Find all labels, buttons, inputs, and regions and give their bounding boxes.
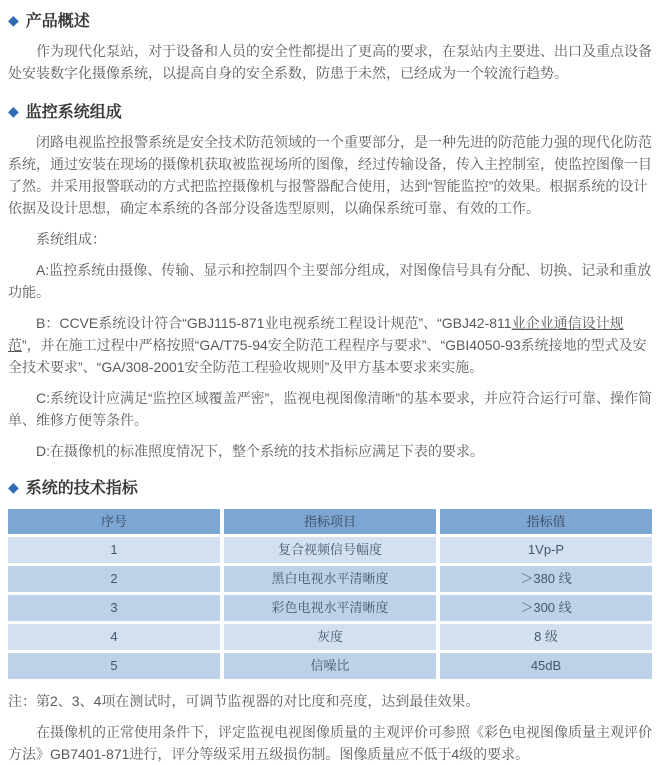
cell-item: 信噪比 <box>224 653 436 679</box>
cell-item: 黑白电视水平清晰度 <box>224 566 436 592</box>
table-row <box>8 537 652 563</box>
section-heading-composition <box>8 99 652 122</box>
overview-paragraph: 作为现代化泵站，对于设备和人员的安全性都提出了更高的要求，在泵站内主要进、出口及重点设备处安装数字化摄像系统，以提高自身的安全系数，防患于未然，已经成为一个较流行趋势。 <box>8 43 652 81</box>
diamond-icon: ◆ <box>8 11 19 28</box>
composition-paragraph: 闭路电视监控报警系统是安全技术防范领域的一个重要部分，是一种先进的防范能力强的现代化防范系统，通过安装在现场的摄像机获取被监视场所的图像，经过传输设备，传入主控制室，使监控图像一目了然。并采用报警联动的方式把监控摄像机与报警器配合使用，达到“智能监控”的效果。根据系统的设计依据及设计思想，确定本系统的各部分设备选型原则，以确保系统可靠、有效的工作。 <box>8 134 652 216</box>
diamond-icon: ◆ <box>8 478 19 495</box>
section-title-overview: 产品概述 <box>25 13 90 30</box>
cell-index: 1 <box>8 537 220 563</box>
section-heading-overview <box>8 8 652 31</box>
composition-item-a: A:监控系统由摄像、传输、显示和控制四个主要部分组成，对图像信号具有分配、切换、记录和重放功能。 <box>8 262 652 300</box>
item-b-underlined-text: 业企业通信设计规范 <box>8 315 624 353</box>
cell-index: 3 <box>8 595 220 621</box>
cell-value: 45dB <box>440 653 652 679</box>
table-row <box>8 566 652 592</box>
cell-value: 1Vp-P <box>440 537 652 563</box>
section-heading-specs <box>8 475 652 498</box>
table-row <box>8 595 652 621</box>
table-row <box>8 624 652 650</box>
cell-item: 复合视频信号幅度 <box>224 537 436 563</box>
cell-value: ＞380 线 <box>440 566 652 592</box>
cell-index: 2 <box>8 566 220 592</box>
cell-index: 5 <box>8 653 220 679</box>
footer-paragraph: 在摄像机的正常使用条件下，评定监视电视图像质量的主观评价可参照《彩色电视图像质量主观评价方法》GB7401-871进行，评分等级采用五级损伤制。图像质量应不低于4级的要求。 <box>8 724 652 762</box>
cell-item: 彩色电视水平清晰度 <box>224 595 436 621</box>
composition-subtitle: 系统组成： <box>36 231 106 247</box>
composition-item-c: C:系统设计应满足“监控区域覆盖严密”，监视电视图像清晰”的基本要求，并应符合运行可靠、操作简单、维修方便等条件。 <box>8 390 652 428</box>
spec-table <box>8 509 652 679</box>
composition-item-d: D:在摄像机的标准照度情况下，整个系统的技术指标应满足下表的要求。 <box>36 443 484 459</box>
column-header-index: 序号 <box>8 509 220 534</box>
table-note: 注：第2、3、4项在测试时，可调节监视器的对比度和亮度，达到最佳效果。 <box>8 693 480 709</box>
cell-value: ＞300 线 <box>440 595 652 621</box>
item-b-text: ”，并在施工过程中严格按照“GA/T75-94安全防范工程程序与要求”、“GBI4050-93系统接地的型式及安全技术要求”、“GA/308-2001安全防范工程验收规则”及甲方基本要求来实施。 <box>8 337 647 375</box>
table-row <box>8 653 652 679</box>
item-b-text: B：CCVE系统设计符合“GBJ115-871业电视系统工程设计规范”、“GBJ42-811 <box>36 315 512 331</box>
cell-item: 灰度 <box>224 624 436 650</box>
cell-index: 4 <box>8 624 220 650</box>
table-header-row <box>8 509 652 534</box>
section-title-specs: 系统的技术指标 <box>25 480 138 497</box>
cell-value: 8 级 <box>440 624 652 650</box>
section-title-composition: 监控系统组成 <box>25 104 122 121</box>
column-header-value: 指标值 <box>440 509 652 534</box>
diamond-icon: ◆ <box>8 102 19 119</box>
composition-item-b <box>8 312 652 378</box>
column-header-item: 指标项目 <box>224 509 436 534</box>
